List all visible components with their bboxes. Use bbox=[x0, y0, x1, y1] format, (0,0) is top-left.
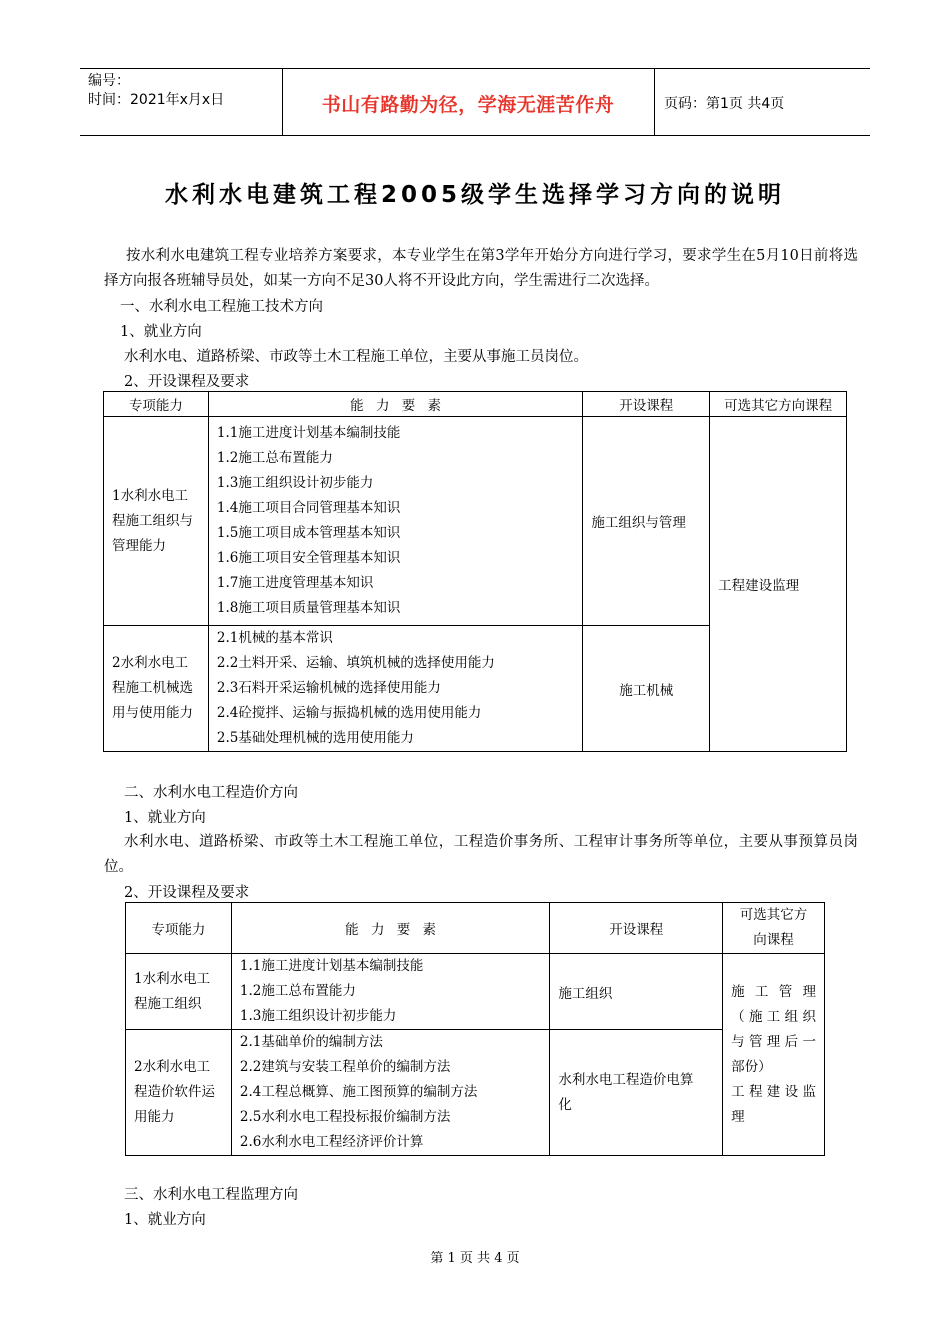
element-item: 2.5基础处理机械的选用使用能力 bbox=[216, 730, 414, 746]
section2-courses-heading: 2、开设课程及要求 bbox=[124, 885, 250, 901]
ability-line: 程施工机械选 bbox=[112, 680, 193, 696]
col-header-ability: 专项能力 bbox=[126, 903, 232, 954]
element-item: 1.4施工项目合同管理基本知识 bbox=[216, 500, 401, 516]
optional-cell bbox=[723, 954, 825, 1156]
section3-heading: 三、水利水电工程监理方向 bbox=[124, 1187, 298, 1203]
element-item: 2.1机械的基本常识 bbox=[216, 630, 333, 646]
col-header-elements: 能 力 要 素 bbox=[231, 903, 550, 954]
section1-employment-heading: 1、就业方向 bbox=[120, 324, 202, 340]
element-item: 1.6施工项目安全管理基本知识 bbox=[216, 550, 401, 566]
header-divider-right bbox=[654, 68, 655, 135]
element-item: 2.4工程总概算、施工图预算的编制方法 bbox=[239, 1084, 478, 1100]
element-item: 1.1施工进度计划基本编制技能 bbox=[239, 958, 424, 974]
ability-line: 1水利水电工 bbox=[112, 487, 189, 504]
course-cell: 施工组织与管理 bbox=[583, 417, 710, 626]
element-item: 1.5施工项目成本管理基本知识 bbox=[216, 525, 401, 541]
header-line: 向课程 bbox=[753, 932, 794, 948]
ability-line: 2水利水电工 bbox=[134, 1059, 211, 1075]
element-item: 1.8施工项目质量管理基本知识 bbox=[216, 600, 401, 616]
col-header-elements: 能 力 要 素 bbox=[208, 392, 582, 417]
optional-line: （施工组织 bbox=[731, 1008, 816, 1025]
optional-line: 理 bbox=[731, 1108, 745, 1125]
table-row bbox=[104, 417, 847, 626]
table-row bbox=[126, 954, 825, 1030]
element-item: 2.2土料开采、运输、填筑机械的选择使用能力 bbox=[216, 655, 495, 671]
header-top-rule bbox=[80, 68, 870, 69]
elements-cell bbox=[231, 954, 550, 1030]
table-header-row bbox=[126, 903, 825, 954]
element-item: 2.5水利水电工程投标报价编制方法 bbox=[239, 1109, 451, 1125]
element-item: 2.2建筑与安装工程单价的编制方法 bbox=[239, 1059, 451, 1075]
elements-cell bbox=[208, 417, 582, 626]
col-header-course: 开设课程 bbox=[550, 903, 723, 954]
optional-line: 部份） bbox=[731, 1058, 772, 1075]
ability-line: 2水利水电工 bbox=[112, 655, 189, 671]
optional-line: 与管理后一 bbox=[731, 1033, 816, 1050]
elements-cell bbox=[208, 626, 582, 752]
course-cell: 施工机械 bbox=[583, 626, 710, 752]
section2-employment-heading: 1、就业方向 bbox=[124, 810, 206, 826]
ability-line: 程施工组织与 bbox=[112, 512, 193, 529]
course-cell: 施工组织 bbox=[550, 954, 723, 1030]
section1-employment-text: 水利水电、道路桥梁、市政等土木工程施工单位，主要从事施工员岗位。 bbox=[124, 349, 588, 365]
element-item: 1.3施工组织设计初步能力 bbox=[239, 1008, 397, 1024]
page-footer: 第 1 页 共 4 页 bbox=[430, 1251, 520, 1266]
section1-courses-heading: 2、开设课程及要求 bbox=[124, 374, 250, 390]
ability-line: 程施工组织 bbox=[134, 995, 202, 1012]
optional-cell: 工程建设监理 bbox=[710, 417, 847, 752]
section3-employment-heading: 1、就业方向 bbox=[124, 1212, 206, 1228]
elements-cell bbox=[231, 1030, 550, 1156]
intro-paragraph: 按水利水电建筑工程专业培养方案要求，本专业学生在第3学年开始分方向进行学习，要求学生在5月10日前将选择方向报各班辅导员处，如某一方向不足30人将不开设此方向，学生需进行二次选择。 bbox=[104, 248, 858, 289]
ability-line: 1水利水电工 bbox=[134, 970, 211, 987]
header-page-number: 页码：第1页 共4页 bbox=[664, 96, 785, 112]
element-item: 2.4砼搅拌、运输与振捣机械的选用使用能力 bbox=[216, 705, 482, 721]
optional-line: 施 工 管 理 bbox=[731, 983, 816, 1000]
element-item: 2.1基础单价的编制方法 bbox=[239, 1034, 383, 1050]
document-date: 时间：2021年x月x日 bbox=[88, 92, 225, 108]
ability-line: 用与使用能力 bbox=[112, 705, 193, 721]
element-item: 1.2施工总布置能力 bbox=[239, 983, 356, 999]
element-item: 2.3石料开采运输机械的选择使用能力 bbox=[216, 680, 441, 696]
header-meta bbox=[88, 72, 224, 110]
ability-line: 用能力 bbox=[134, 1109, 175, 1125]
section1-heading: 一、水利水电工程施工技术方向 bbox=[120, 299, 323, 315]
course-line: 水利水电工程造价电算 bbox=[558, 1071, 694, 1088]
document-title: 水利水电建筑工程2005级学生选择学习方向的说明 bbox=[164, 182, 785, 208]
section2-employment-text: 水利水电、道路桥梁、市政等土木工程施工单位，工程造价事务所、工程审计事务所等单位，主要从事预算员岗位。 bbox=[104, 834, 858, 875]
element-item: 1.7施工进度管理基本知识 bbox=[216, 575, 374, 591]
col-header-optional bbox=[723, 903, 825, 954]
element-item: 1.1施工进度计划基本编制技能 bbox=[216, 425, 401, 441]
table-row bbox=[126, 1030, 825, 1156]
element-item: 1.3施工组织设计初步能力 bbox=[216, 475, 374, 491]
element-item: 2.6水利水电工程经济评价计算 bbox=[239, 1134, 424, 1150]
course-line: 化 bbox=[558, 1096, 572, 1113]
ability-cell bbox=[104, 417, 209, 626]
col-header-ability: 专项能力 bbox=[104, 392, 209, 417]
table-header-row bbox=[104, 392, 847, 417]
optional-line: 工程建设监 bbox=[731, 1083, 816, 1100]
ability-cell bbox=[126, 1030, 232, 1156]
course-cell bbox=[550, 1030, 723, 1156]
section2-heading: 二、水利水电工程造价方向 bbox=[124, 785, 298, 801]
section2-table bbox=[125, 902, 825, 1156]
header-bottom-rule bbox=[80, 135, 870, 136]
ability-line: 管理能力 bbox=[112, 537, 166, 554]
ability-line: 程造价软件运 bbox=[134, 1084, 215, 1100]
col-header-course: 开设课程 bbox=[583, 392, 710, 417]
col-header-optional: 可选其它方向课程 bbox=[710, 392, 847, 417]
element-item: 1.2施工总布置能力 bbox=[216, 450, 333, 466]
section1-table bbox=[103, 391, 847, 752]
ability-cell bbox=[104, 626, 209, 752]
header-line: 可选其它方 bbox=[739, 907, 808, 923]
header-motto: 书山有路勤为径，学海无涯苦作舟 bbox=[321, 94, 615, 116]
document-number: 编号： bbox=[88, 73, 130, 89]
ability-cell bbox=[126, 954, 232, 1030]
